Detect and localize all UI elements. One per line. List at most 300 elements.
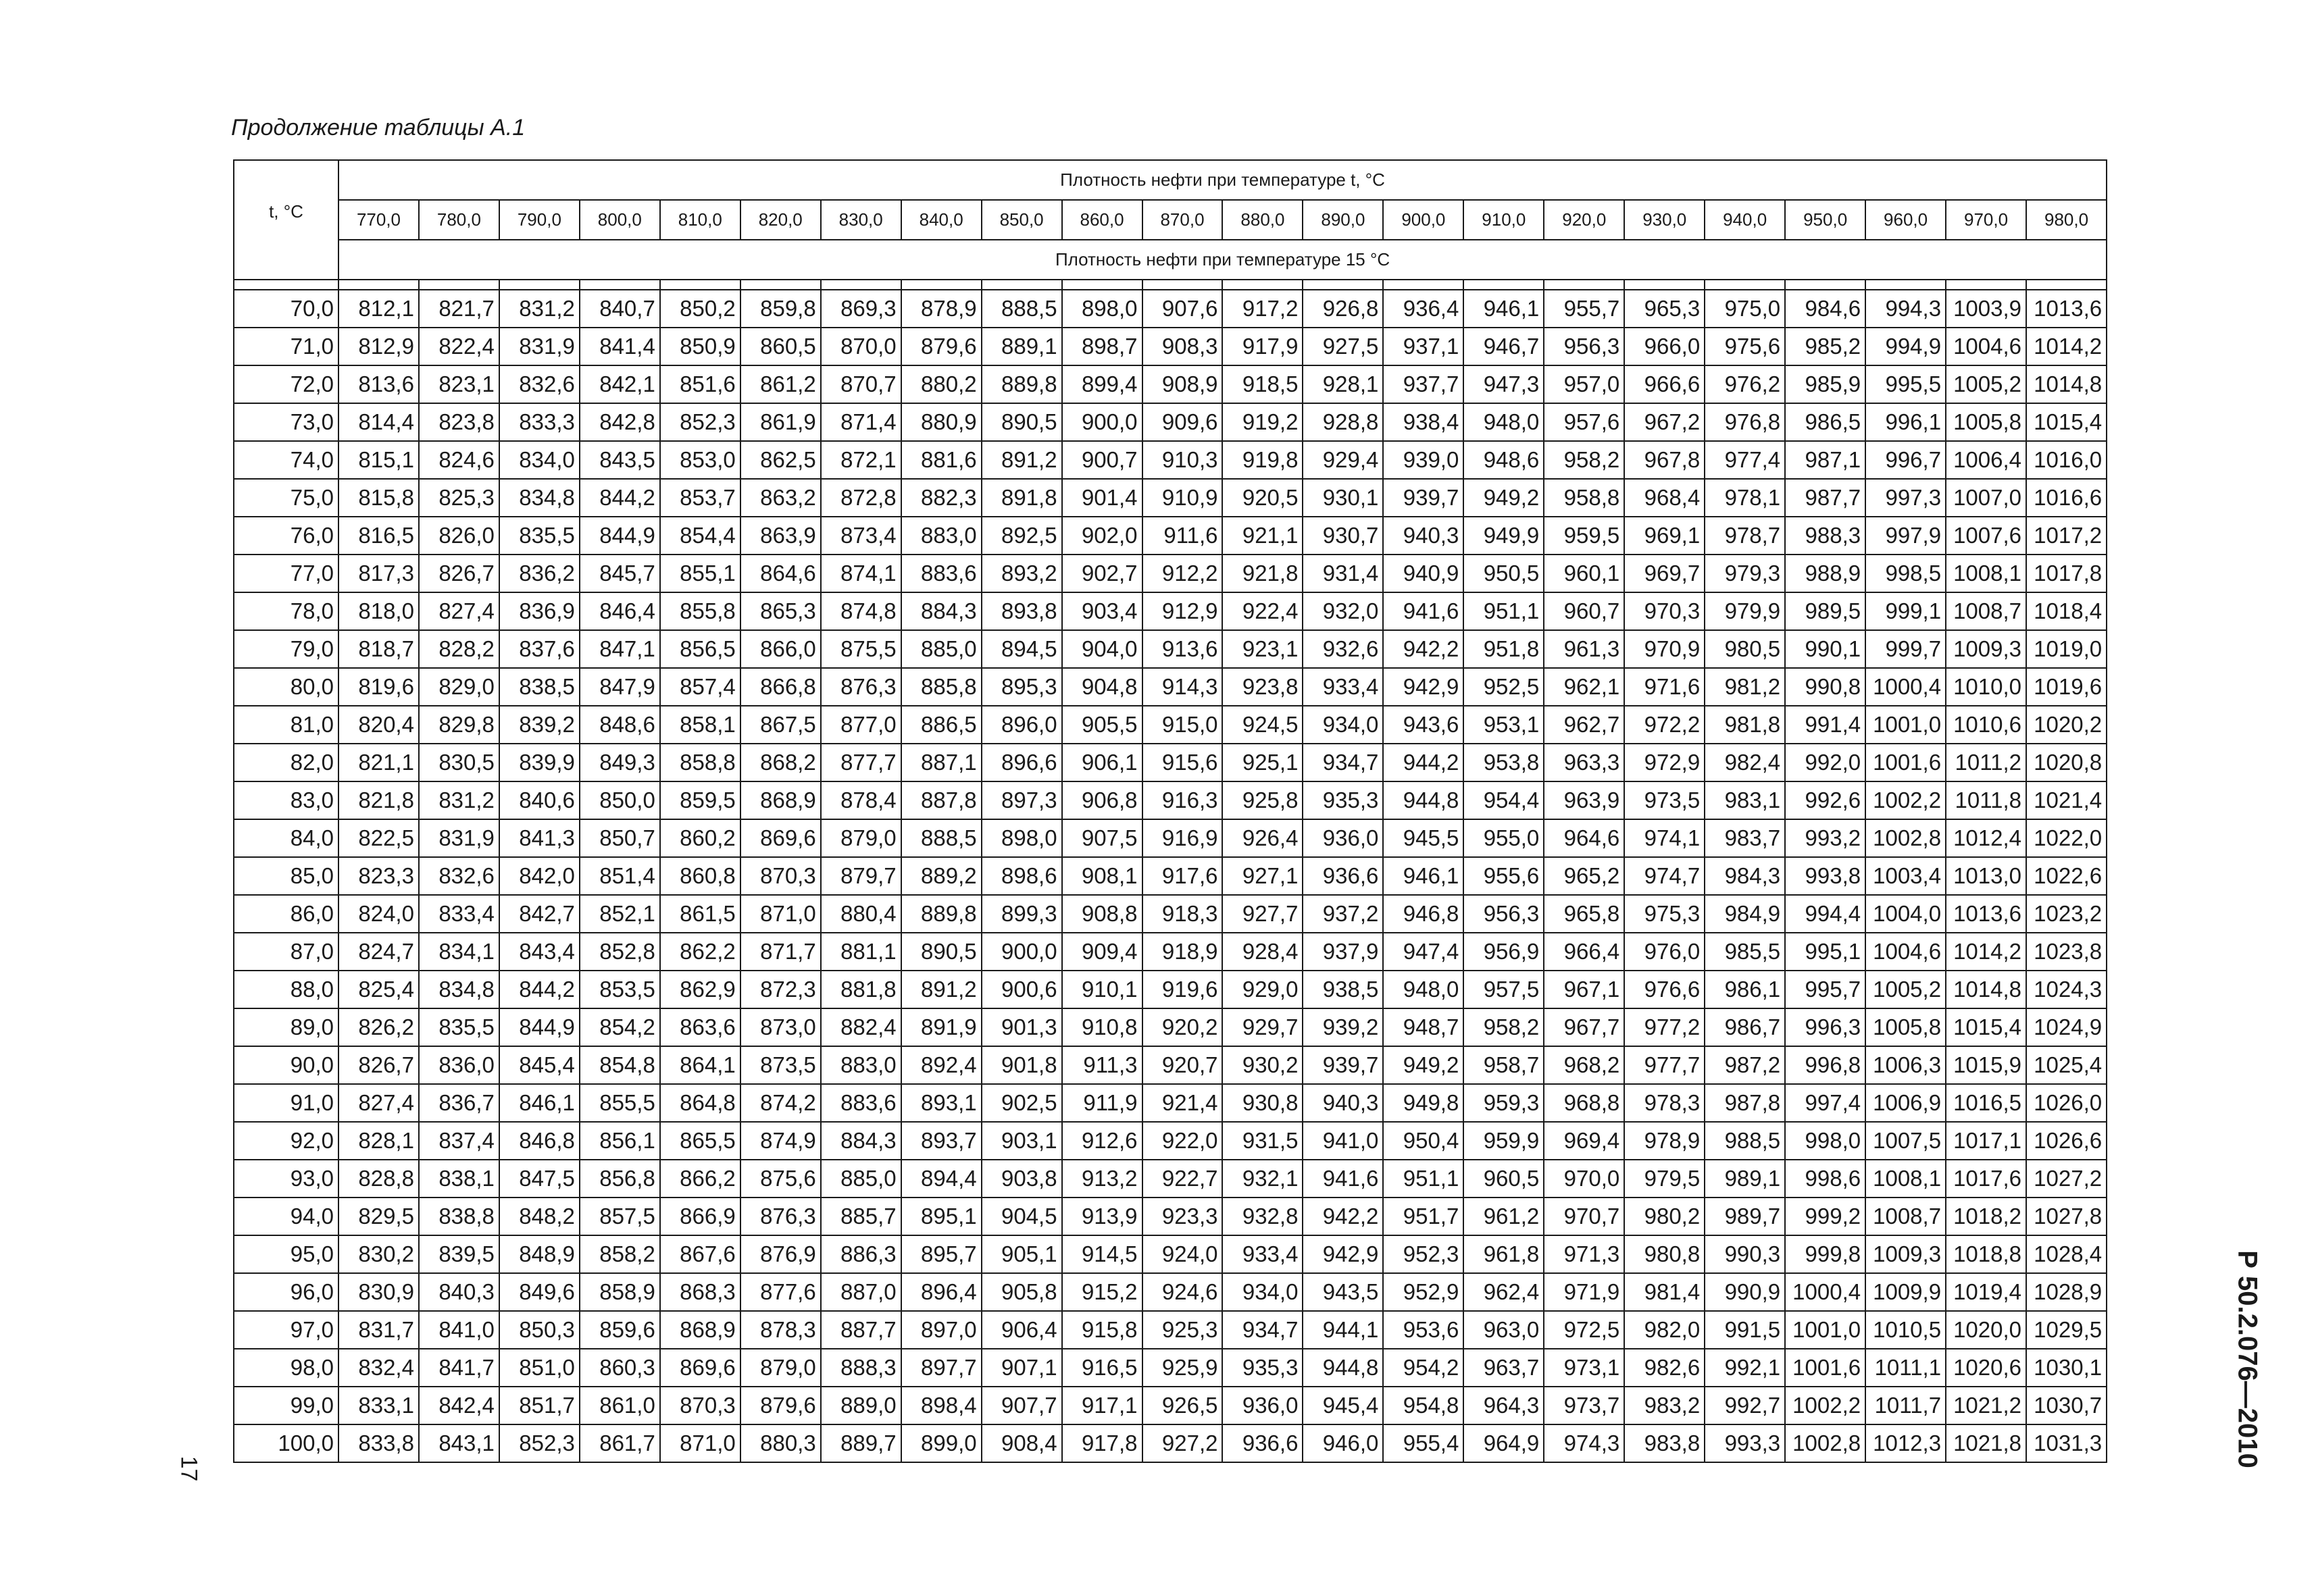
density-cell: 906,4 [982,1311,1062,1349]
density-cell: 880,4 [821,895,901,933]
temperature-cell: 79,0 [234,630,338,668]
density-cell: 867,6 [660,1235,740,1273]
density-cell: 966,0 [1624,328,1705,365]
density-cell: 826,7 [338,1046,419,1084]
density-cell: 885,0 [901,630,982,668]
density-cell: 861,7 [580,1424,660,1462]
density-cell: 871,0 [660,1424,740,1462]
density-cell: 945,5 [1383,819,1463,857]
density-cell: 844,2 [499,971,580,1008]
density-cell: 946,1 [1383,857,1463,895]
density-cell: 1000,4 [1865,668,1946,706]
density-cell: 876,3 [821,668,901,706]
density-cell: 831,2 [419,781,499,819]
density-cell: 824,0 [338,895,419,933]
density-cell: 978,3 [1624,1084,1705,1122]
spacer-cell [499,280,580,290]
density-cell: 1005,8 [1865,1008,1946,1046]
density-cell: 927,5 [1303,328,1383,365]
density-cell: 976,6 [1624,971,1705,1008]
density-cell: 965,3 [1624,290,1705,328]
density-cell: 903,4 [1062,592,1142,630]
density-cell: 847,5 [499,1160,580,1198]
density-cell: 939,2 [1303,1008,1383,1046]
density-cell: 906,8 [1062,781,1142,819]
density-cell: 873,0 [740,1008,821,1046]
density-cell: 883,6 [901,555,982,592]
density-cell: 984,3 [1705,857,1785,895]
density-cell: 936,6 [1222,1424,1303,1462]
density-cell: 880,3 [740,1424,821,1462]
table-row [234,1311,2107,1349]
density-cell: 930,2 [1222,1046,1303,1084]
density-cell: 873,5 [740,1046,821,1084]
density-cell: 895,7 [901,1235,982,1273]
density-cell: 964,6 [1544,819,1624,857]
density-cell: 975,6 [1705,328,1785,365]
density-cell: 938,4 [1383,403,1463,441]
density-cell: 860,8 [660,857,740,895]
density-cell: 850,3 [499,1311,580,1349]
density-cell: 868,9 [660,1311,740,1349]
density-cell: 990,1 [1785,630,1865,668]
density-cell: 968,8 [1544,1084,1624,1122]
density-cell: 826,0 [419,517,499,555]
density-cell: 963,9 [1544,781,1624,819]
table-row [234,1349,2107,1387]
density-cell: 889,8 [982,365,1062,403]
density-cell: 828,8 [338,1160,419,1198]
density-cell: 872,3 [740,971,821,1008]
temperature-cell: 73,0 [234,403,338,441]
density-cell: 887,8 [901,781,982,819]
density-cell: 845,7 [580,555,660,592]
temperature-cell: 90,0 [234,1046,338,1084]
density-cell: 965,2 [1544,857,1624,895]
density-cell: 905,8 [982,1273,1062,1311]
density-cell: 990,9 [1705,1273,1785,1311]
density-cell: 971,6 [1624,668,1705,706]
density-cell: 959,3 [1463,1084,1544,1122]
density-cell: 995,1 [1785,933,1865,971]
density-cell: 1002,2 [1865,781,1946,819]
density-cell: 875,5 [821,630,901,668]
column-header: 860,0 [1062,200,1142,240]
density-cell: 968,2 [1544,1046,1624,1084]
column-header: 800,0 [580,200,660,240]
density-cell: 844,2 [580,479,660,517]
density-cell: 968,4 [1624,479,1705,517]
density-cell: 881,6 [901,441,982,479]
density-cell: 907,6 [1142,290,1223,328]
density-cell: 958,8 [1544,479,1624,517]
density-cell: 874,2 [740,1084,821,1122]
density-cell: 955,6 [1463,857,1544,895]
density-cell: 827,4 [338,1084,419,1122]
density-cell: 817,3 [338,555,419,592]
density-cell: 967,7 [1544,1008,1624,1046]
density-cell: 843,5 [580,441,660,479]
density-cell: 992,7 [1705,1387,1785,1424]
density-cell: 834,1 [419,933,499,971]
density-cell: 966,4 [1544,933,1624,971]
density-cell: 947,4 [1383,933,1463,971]
density-cell: 932,1 [1222,1160,1303,1198]
density-cell: 848,2 [499,1198,580,1235]
density-cell: 917,9 [1222,328,1303,365]
density-cell: 899,3 [982,895,1062,933]
density-cell: 812,9 [338,328,419,365]
density-cell: 882,4 [821,1008,901,1046]
density-cell: 983,2 [1624,1387,1705,1424]
density-cell: 883,0 [821,1046,901,1084]
density-cell: 861,2 [740,365,821,403]
density-cell: 995,7 [1785,971,1865,1008]
density-cell: 875,6 [740,1160,821,1198]
density-cell: 847,9 [580,668,660,706]
density-cell: 836,9 [499,592,580,630]
spacer-cell [1463,280,1544,290]
density-cell: 901,4 [1062,479,1142,517]
density-cell: 938,5 [1303,971,1383,1008]
density-cell: 980,8 [1624,1235,1705,1273]
density-cell: 1015,4 [1946,1008,2026,1046]
density-cell: 972,5 [1544,1311,1624,1349]
density-cell: 1016,5 [1946,1084,2026,1122]
density-cell: 994,4 [1785,895,1865,933]
density-cell: 854,8 [580,1046,660,1084]
column-header: 840,0 [901,200,982,240]
density-cell: 1013,6 [2026,290,2107,328]
density-cell: 839,9 [499,744,580,781]
temperature-cell: 81,0 [234,706,338,744]
density-cell: 992,1 [1705,1349,1785,1387]
density-cell: 813,6 [338,365,419,403]
density-cell: 988,3 [1785,517,1865,555]
density-cell: 965,8 [1544,895,1624,933]
density-cell: 821,7 [419,290,499,328]
density-cell: 909,6 [1142,403,1223,441]
density-cell: 924,0 [1142,1235,1223,1273]
table-row [234,1122,2107,1160]
temperature-cell: 70,0 [234,290,338,328]
density-cell: 905,1 [982,1235,1062,1273]
density-cell: 1008,7 [1865,1198,1946,1235]
density-cell: 926,4 [1222,819,1303,857]
density-cell: 850,9 [660,328,740,365]
density-cell: 858,2 [580,1235,660,1273]
density-cell: 949,9 [1463,517,1544,555]
density-cell: 996,3 [1785,1008,1865,1046]
density-cell: 845,4 [499,1046,580,1084]
density-cell: 889,0 [821,1387,901,1424]
density-cell: 952,3 [1383,1235,1463,1273]
density-cell: 913,2 [1062,1160,1142,1198]
density-cell: 936,6 [1303,857,1383,895]
density-cell: 995,5 [1865,365,1946,403]
density-cell: 1029,5 [2026,1311,2107,1349]
density-cell: 952,9 [1383,1273,1463,1311]
density-cell: 840,6 [499,781,580,819]
density-cell: 931,4 [1303,555,1383,592]
density-cell: 1011,2 [1946,744,2026,781]
density-cell: 982,4 [1705,744,1785,781]
density-cell: 970,7 [1544,1198,1624,1235]
density-cell: 865,3 [740,592,821,630]
table-row [234,706,2107,744]
temperature-cell: 94,0 [234,1198,338,1235]
spacer-cell [419,280,499,290]
density-cell: 975,3 [1624,895,1705,933]
density-cell: 961,2 [1463,1198,1544,1235]
density-cell: 851,4 [580,857,660,895]
temperature-cell: 72,0 [234,365,338,403]
density-cell: 948,0 [1463,403,1544,441]
spacer-cell [1062,280,1142,290]
density-cell: 904,8 [1062,668,1142,706]
density-cell: 892,5 [982,517,1062,555]
density-cell: 839,5 [419,1235,499,1273]
density-cell: 833,8 [338,1424,419,1462]
density-cell: 927,7 [1222,895,1303,933]
density-cell: 833,1 [338,1387,419,1424]
density-cell: 863,9 [740,517,821,555]
density-cell: 825,3 [419,479,499,517]
density-cell: 916,5 [1062,1349,1142,1387]
temperature-cell: 91,0 [234,1084,338,1122]
density-cell: 908,9 [1142,365,1223,403]
density-cell: 1001,0 [1865,706,1946,744]
density-cell: 898,6 [982,857,1062,895]
density-cell: 882,3 [901,479,982,517]
density-cell: 974,1 [1624,819,1705,857]
density-cell: 815,8 [338,479,419,517]
density-cell: 915,2 [1062,1273,1142,1311]
temperature-cell: 97,0 [234,1311,338,1349]
density-cell: 822,4 [419,328,499,365]
density-cell: 902,0 [1062,517,1142,555]
spacer-cell [1705,280,1785,290]
density-cell: 981,8 [1705,706,1785,744]
density-cell: 951,1 [1383,1160,1463,1198]
density-cell: 856,1 [580,1122,660,1160]
density-cell: 999,8 [1785,1235,1865,1273]
column-header: 770,0 [338,200,419,240]
density-cell: 1001,6 [1785,1349,1865,1387]
density-cell: 869,6 [660,1349,740,1387]
density-cell: 900,6 [982,971,1062,1008]
table-row [234,630,2107,668]
density-cell: 851,7 [499,1387,580,1424]
density-cell: 918,9 [1142,933,1223,971]
density-cell: 1026,6 [2026,1122,2107,1160]
temperature-cell: 86,0 [234,895,338,933]
density-cell: 887,7 [821,1311,901,1349]
density-cell: 947,3 [1463,365,1544,403]
density-cell: 842,8 [580,403,660,441]
density-cell: 974,7 [1624,857,1705,895]
density-cell: 911,3 [1062,1046,1142,1084]
density-cell: 967,8 [1624,441,1705,479]
table-row [234,403,2107,441]
density-cell: 878,3 [740,1311,821,1349]
density-cell: 943,5 [1303,1273,1383,1311]
density-cell: 963,3 [1544,744,1624,781]
density-cell: 988,5 [1705,1122,1785,1160]
density-cell: 930,7 [1303,517,1383,555]
density-cell: 886,3 [821,1235,901,1273]
density-cell: 918,5 [1222,365,1303,403]
density-cell: 1000,4 [1785,1273,1865,1311]
density-cell: 840,3 [419,1273,499,1311]
density-cell: 841,3 [499,819,580,857]
density-cell: 822,5 [338,819,419,857]
density-cell: 859,6 [580,1311,660,1349]
table-row [234,290,2107,328]
table-row [234,328,2107,365]
density-cell: 1009,9 [1865,1273,1946,1311]
density-cell: 924,6 [1142,1273,1223,1311]
density-cell: 934,7 [1303,744,1383,781]
density-cell: 987,8 [1705,1084,1785,1122]
density-cell: 861,0 [580,1387,660,1424]
density-cell: 907,7 [982,1387,1062,1424]
density-cell: 844,9 [580,517,660,555]
density-cell: 964,3 [1463,1387,1544,1424]
density-cell: 887,0 [821,1273,901,1311]
density-cell: 883,0 [901,517,982,555]
density-cell: 1004,6 [1865,933,1946,971]
density-cell: 889,1 [982,328,1062,365]
density-cell: 983,7 [1705,819,1785,857]
density-cell: 962,4 [1463,1273,1544,1311]
table-row [234,1084,2107,1122]
density-cell: 1013,0 [1946,857,2026,895]
density-cell: 896,6 [982,744,1062,781]
density-cell: 915,6 [1142,744,1223,781]
density-cell: 823,3 [338,857,419,895]
density-cell: 843,4 [499,933,580,971]
density-cell: 896,4 [901,1273,982,1311]
density-cell: 872,8 [821,479,901,517]
density-cell: 951,8 [1463,630,1544,668]
density-cell: 874,9 [740,1122,821,1160]
density-cell: 1004,0 [1865,895,1946,933]
density-cell: 976,0 [1624,933,1705,971]
column-header: 870,0 [1142,200,1223,240]
density-cell: 919,6 [1142,971,1223,1008]
density-cell: 983,1 [1705,781,1785,819]
density-cell: 942,9 [1303,1235,1383,1273]
density-cell: 969,1 [1624,517,1705,555]
density-cell: 925,3 [1142,1311,1223,1349]
column-header: 780,0 [419,200,499,240]
density-cell: 870,3 [740,857,821,895]
density-cell: 888,5 [901,819,982,857]
density-cell: 866,2 [660,1160,740,1198]
density-cell: 997,4 [1785,1084,1865,1122]
table-row [234,1387,2107,1424]
density-cell: 942,9 [1383,668,1463,706]
table-row [234,555,2107,592]
temperature-cell: 89,0 [234,1008,338,1046]
density-cell: 973,1 [1544,1349,1624,1387]
density-cell: 854,4 [660,517,740,555]
density-cell: 996,7 [1865,441,1946,479]
density-cell: 1002,2 [1785,1387,1865,1424]
density-cell: 935,3 [1303,781,1383,819]
density-cell: 888,5 [982,290,1062,328]
column-header: 910,0 [1463,200,1544,240]
density-cell: 914,5 [1062,1235,1142,1273]
density-cell: 895,1 [901,1198,982,1235]
density-cell: 891,8 [982,479,1062,517]
density-cell: 871,7 [740,933,821,971]
density-cell: 936,0 [1303,819,1383,857]
density-cell: 998,0 [1785,1122,1865,1160]
density-cell: 1023,8 [2026,933,2107,971]
density-cell: 999,2 [1785,1198,1865,1235]
density-cell: 863,6 [660,1008,740,1046]
density-cell: 871,0 [740,895,821,933]
density-cell: 818,7 [338,630,419,668]
density-cell: 885,7 [821,1198,901,1235]
temperature-cell: 95,0 [234,1235,338,1273]
density-cell: 904,0 [1062,630,1142,668]
column-header: 830,0 [821,200,901,240]
temperature-cell: 83,0 [234,781,338,819]
density-cell: 900,7 [1062,441,1142,479]
density-cell: 1019,4 [1946,1273,2026,1311]
temperature-cell: 96,0 [234,1273,338,1311]
density-cell: 926,5 [1142,1387,1223,1424]
density-cell: 816,5 [338,517,419,555]
density-cell: 861,9 [740,403,821,441]
density-cell: 992,6 [1785,781,1865,819]
density-cell: 1001,6 [1865,744,1946,781]
density-cell: 884,3 [901,592,982,630]
density-cell: 830,5 [419,744,499,781]
density-cell: 916,9 [1142,819,1223,857]
density-cell: 950,5 [1463,555,1544,592]
density-cell: 1022,0 [2026,819,2107,857]
density-cell: 925,9 [1142,1349,1223,1387]
temperature-cell: 92,0 [234,1122,338,1160]
density-cell: 850,2 [660,290,740,328]
density-cell: 1001,0 [1785,1311,1865,1349]
spacer-cell [1142,280,1223,290]
density-cell: 874,8 [821,592,901,630]
density-cell: 980,2 [1624,1198,1705,1235]
density-cell: 981,2 [1705,668,1785,706]
density-cell: 980,5 [1705,630,1785,668]
table-caption: Продолжение таблицы А.1 [231,115,526,140]
density-cell: 929,0 [1222,971,1303,1008]
density-cell: 935,3 [1222,1349,1303,1387]
density-cell: 873,4 [821,517,901,555]
density-cell: 890,5 [982,403,1062,441]
density-cell: 936,4 [1383,290,1463,328]
page-number: 17 [176,1456,202,1482]
density-cell: 1020,6 [1946,1349,2026,1387]
density-cell: 992,0 [1785,744,1865,781]
column-header: 820,0 [740,200,821,240]
density-cell: 828,2 [419,630,499,668]
density-cell: 912,2 [1142,555,1223,592]
density-cell: 868,3 [660,1273,740,1311]
density-cell: 940,9 [1383,555,1463,592]
density-cell: 862,2 [660,933,740,971]
